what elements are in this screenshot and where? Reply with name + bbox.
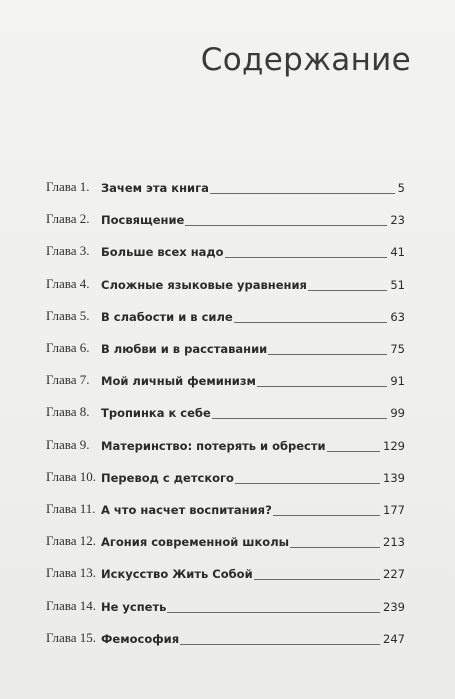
chapter-title: Не успеть [101,599,167,614]
page-number: 247 [383,631,405,646]
chapter-label: Глава 2. [46,211,90,227]
page-number: 51 [390,277,405,292]
chapter-title: Материнство: потерять и обрести [101,438,326,453]
page-title: Содержание [200,42,411,78]
toc-entry [101,370,405,390]
toc-entry [101,241,405,261]
toc-entry [101,563,405,583]
chapter-title: Тропинка к себе [101,406,211,421]
chapter-label: Глава 11. [46,501,96,516]
chapter-title: Зачем эта книга [101,181,209,195]
toc-entry [101,531,405,551]
toc-entry [101,177,405,197]
chapter-title: Мой личный феминизм [101,374,256,389]
toc-entry [101,209,405,229]
page-number: 63 [390,309,405,324]
chapter-title: Сложные языковые уравнения [101,277,307,292]
page-number: 75 [390,342,405,356]
toc-entry [101,596,405,616]
chapter-title: В слабости и в силе [101,309,233,324]
chapter-title: Больше всех надо [101,245,224,260]
toc-entry [101,499,405,519]
chapter-label: Глава 14. [46,597,97,613]
dot-leader [234,322,388,323]
toc-entry [101,306,405,326]
chapter-title: Искусство Жить Собой [101,567,253,582]
toc-entry [101,628,405,648]
chapter-title: Агония современной школы [101,535,290,550]
toc-row [0,467,455,487]
page-number: 41 [390,245,405,260]
chapter-label: Глава 13. [46,565,97,581]
dot-leader [273,515,380,516]
toc-entry [101,467,405,487]
toc-row [0,435,455,455]
toc-row [0,531,455,551]
dot-leader [180,644,380,645]
chapter-title: Посвящение [101,213,185,228]
toc-entry [101,402,405,422]
dot-leader [210,193,395,194]
chapter-label: Глава 5. [46,307,90,323]
chapter-title: В любви и в расставании [101,342,268,356]
chapter-label: Глава 3. [46,243,90,259]
toc-row [0,338,455,358]
chapter-title: Фемософия [101,631,180,646]
toc-row [0,628,455,648]
toc-row [0,563,455,583]
chapter-title: Перевод с детского [101,470,234,485]
dot-leader [327,451,380,452]
chapter-label: Глава 1. [46,179,90,194]
toc-entry [101,274,405,294]
chapter-label: Глава 8. [46,404,90,420]
chapter-label: Глава 7. [46,372,90,388]
dot-leader [185,225,387,226]
dot-leader [268,354,387,355]
toc-row [0,306,455,326]
page-number: 213 [383,535,405,550]
chapter-label: Глава 12. [46,533,97,549]
toc-entry [101,338,405,358]
toc-row [0,209,455,229]
dot-leader [290,547,380,548]
page-number: 99 [390,406,405,421]
chapter-label: Глава 4. [46,275,90,291]
chapter-label: Глава 15. [46,629,97,645]
page-number: 239 [383,599,405,614]
dot-leader [212,418,388,419]
page-number: 227 [383,567,405,582]
toc-row [0,177,455,197]
dot-leader [235,483,380,484]
toc-row [0,402,455,422]
toc-entry [101,435,405,455]
chapter-title: А что насчет воспитания? [101,503,272,517]
toc-row [0,596,455,616]
page-number: 177 [383,503,405,517]
toc-row [0,499,455,519]
dot-leader [225,257,388,258]
dot-leader [308,290,387,291]
toc-row [0,241,455,261]
toc-row [0,274,455,294]
dot-leader [257,386,387,387]
chapter-label: Глава 9. [46,436,90,452]
page-number: 129 [383,438,405,453]
page-number: 139 [383,470,405,485]
dot-leader [167,612,380,613]
dot-leader [254,579,380,580]
toc-row [0,370,455,390]
page-number: 23 [390,213,405,228]
page-number: 91 [390,374,405,389]
chapter-label: Глава 6. [46,340,90,355]
page-number: 5 [397,181,405,195]
chapter-label: Глава 10. [46,468,97,484]
